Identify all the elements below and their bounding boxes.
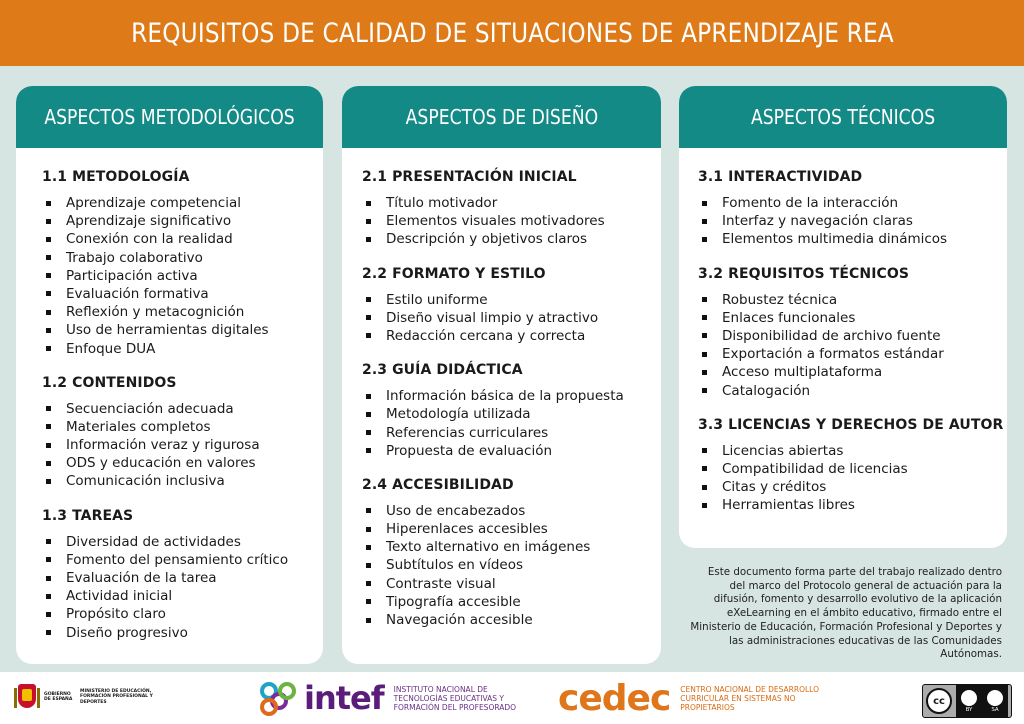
section-tasks bbox=[42, 505, 309, 642]
list-item: Estilo uniforme bbox=[386, 291, 647, 309]
column-heading: ASPECTOS TÉCNICOS bbox=[679, 86, 1007, 148]
footer-logos bbox=[0, 672, 1024, 724]
spain-crest-icon bbox=[14, 682, 40, 712]
intef-rings-icon bbox=[258, 678, 302, 718]
list-item: Secuenciación adecuada bbox=[66, 400, 309, 418]
list-item: Redacción cercana y correcta bbox=[386, 327, 647, 345]
section-title: 2.2 FORMATO Y ESTILO bbox=[362, 265, 546, 282]
list-item: Referencias curriculares bbox=[386, 424, 647, 442]
section-title: 3.3 LICENCIAS Y DERECHOS DE AUTOR bbox=[698, 416, 1004, 433]
list-item: Enlaces funcionales bbox=[722, 309, 993, 327]
list-item: Subtítulos en vídeos bbox=[386, 556, 647, 574]
section-title: 2.3 GUÍA DIDÁCTICA bbox=[362, 362, 523, 379]
list-item: Licencias abiertas bbox=[722, 442, 993, 460]
section-technical-requirements bbox=[698, 263, 993, 400]
list-item: Reflexión y metacognición bbox=[66, 303, 309, 321]
section-interactivity bbox=[698, 166, 993, 249]
list-item: Título motivador bbox=[386, 194, 647, 212]
list-item: Metodología utilizada bbox=[386, 405, 647, 423]
intef-logo bbox=[258, 678, 534, 718]
share-alike-icon bbox=[986, 689, 1004, 707]
page-title: REQUISITOS DE CALIDAD DE SITUACIONES DE APRENDIZAJE REA bbox=[130, 17, 894, 49]
section-initial-presentation bbox=[362, 166, 647, 249]
list-item: Robustez técnica bbox=[722, 291, 993, 309]
section-contents bbox=[42, 372, 309, 491]
section-title: 2.1 PRESENTACIÓN INICIAL bbox=[362, 169, 577, 185]
list-item: Diseño visual limpio y atractivo bbox=[386, 309, 647, 327]
list-item: Texto alternativo en imágenes bbox=[386, 538, 647, 556]
cedec-logo bbox=[558, 678, 830, 719]
list-item: Uso de encabezados bbox=[386, 502, 647, 520]
section-title: 1.3 TAREAS bbox=[42, 507, 134, 524]
list-item: Propuesta de evaluación bbox=[386, 442, 647, 460]
list-item: Elementos visuales motivadores bbox=[386, 212, 647, 230]
list-item: Propósito claro bbox=[66, 605, 309, 623]
list-item: Hiperenlaces accesibles bbox=[386, 520, 647, 538]
list-item: Aprendizaje competencial bbox=[66, 194, 309, 212]
section-title: 2.4 ACCESIBILIDAD bbox=[362, 476, 514, 493]
section-licenses bbox=[698, 414, 1004, 515]
list-item: Información veraz y rigurosa bbox=[66, 436, 309, 454]
page-title-banner bbox=[0, 0, 1024, 66]
intef-wordmark: intef bbox=[304, 679, 384, 717]
list-item: Comunicación inclusiva bbox=[66, 472, 309, 490]
ministry-label: MINISTERIO DE EDUCACIÓN, FORMACIÓN PROFESIONAL Y DEPORTES bbox=[80, 688, 153, 705]
intef-label: INSTITUTO NACIONAL DE TECNOLOGÍAS EDUCATIVAS Y FORMACIÓN DEL PROFESORADO bbox=[393, 684, 517, 712]
section-title: 1.1 METODOLOGÍA bbox=[42, 169, 190, 185]
list-item: Uso de herramientas digitales bbox=[66, 321, 309, 339]
section-didactic-guide bbox=[362, 359, 647, 460]
list-item: Diseño progresivo bbox=[66, 624, 309, 642]
list-item: Interfaz y navegación claras bbox=[722, 212, 993, 230]
section-format-style bbox=[362, 263, 647, 346]
list-item: Información básica de la propuesta bbox=[386, 387, 647, 405]
cedec-wordmark: cedec bbox=[558, 678, 671, 719]
cc-by-label: BY bbox=[965, 707, 973, 713]
column-design bbox=[342, 86, 661, 664]
document-note: Este documento forma parte del trabajo realizado dentro del marco del Protocolo general de actuación para la difusión, fomento y desarrollo evolutivo de la aplicación eXeLearning en el ámbito educativo, firmado entre el Ministerio de Educación, Formación Profesional y Deportes y las administraciones educativas de las Comunidades Autónomas. bbox=[690, 566, 1002, 661]
section-methodology bbox=[42, 166, 309, 358]
column-methodological bbox=[16, 86, 323, 664]
list-item: Enfoque DUA bbox=[66, 340, 309, 358]
list-item: Tipografía accesible bbox=[386, 593, 647, 611]
list-item: Trabajo colaborativo bbox=[66, 249, 309, 267]
list-item: Navegación accesible bbox=[386, 611, 647, 629]
cc-icon: cc bbox=[926, 688, 952, 714]
list-item: Evaluación formativa bbox=[66, 285, 309, 303]
list-item: Disponibilidad de archivo fuente bbox=[722, 327, 993, 345]
list-item: Fomento del pensamiento crítico bbox=[66, 551, 309, 569]
column-heading: ASPECTOS DE DISEÑO bbox=[342, 86, 661, 148]
list-item: Catalogación bbox=[722, 382, 993, 400]
attribution-icon bbox=[960, 689, 978, 707]
section-accessibility bbox=[362, 474, 647, 629]
list-item: Elementos multimedia dinámicos bbox=[722, 230, 993, 248]
list-item: Diversidad de actividades bbox=[66, 533, 309, 551]
government-label: GOBIERNO DE ESPAÑA bbox=[44, 691, 73, 702]
list-item: ODS y educación en valores bbox=[66, 454, 309, 472]
list-item: Compatibilidad de licencias bbox=[722, 460, 993, 478]
list-item: Fomento de la interacción bbox=[722, 194, 993, 212]
section-title: 3.1 INTERACTIVIDAD bbox=[698, 169, 863, 185]
list-item: Participación activa bbox=[66, 267, 309, 285]
government-logo bbox=[14, 682, 172, 712]
column-technical bbox=[679, 86, 1007, 548]
list-item: Actividad inicial bbox=[66, 587, 309, 605]
list-item: Citas y créditos bbox=[722, 478, 993, 496]
creative-commons-badge bbox=[922, 684, 1012, 718]
section-title: 1.2 CONTENIDOS bbox=[42, 374, 177, 391]
list-item: Contraste visual bbox=[386, 575, 647, 593]
cedec-label: CENTRO NACIONAL DE DESARROLLO CURRICULAR EN SISTEMAS NO PROPIETARIOS bbox=[680, 685, 819, 712]
section-title: 3.2 REQUISITOS TÉCNICOS bbox=[698, 265, 910, 282]
list-item: Acceso multiplataforma bbox=[722, 363, 993, 381]
list-item: Conexión con la realidad bbox=[66, 230, 309, 248]
list-item: Exportación a formatos estándar bbox=[722, 345, 993, 363]
cc-sa-label: SA bbox=[991, 707, 999, 713]
list-item: Herramientas libres bbox=[722, 496, 993, 514]
list-item: Evaluación de la tarea bbox=[66, 569, 309, 587]
list-item: Aprendizaje significativo bbox=[66, 212, 309, 230]
list-item: Descripción y objetivos claros bbox=[386, 230, 647, 248]
column-heading: ASPECTOS METODOLÓGICOS bbox=[16, 86, 323, 148]
list-item: Materiales completos bbox=[66, 418, 309, 436]
